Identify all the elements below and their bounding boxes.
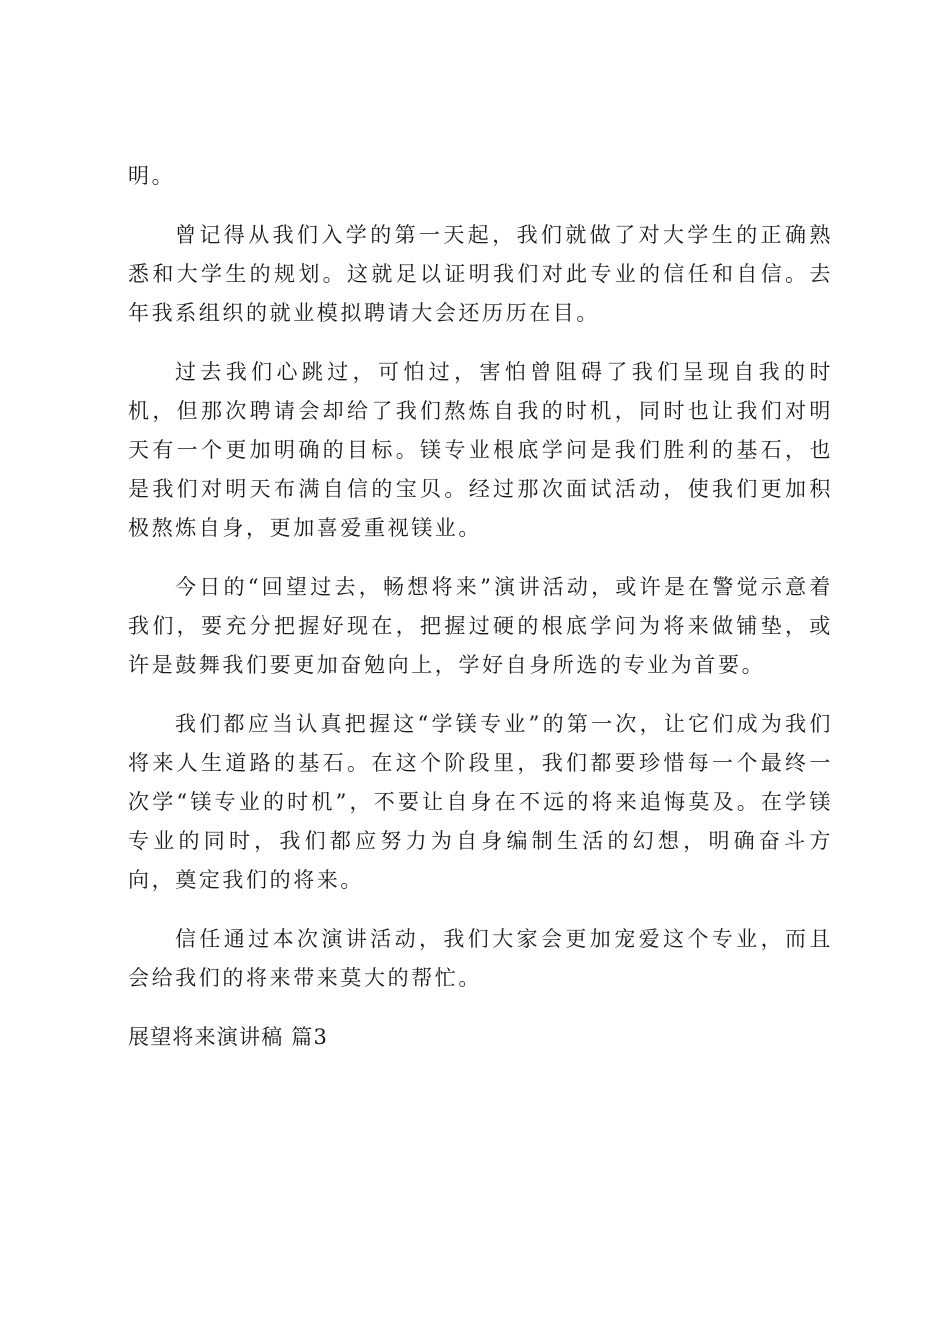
document-body xyxy=(128,157,833,1057)
paragraph-2: 过去我们心跳过，可怕过，害怕曾阻碍了我们呈现自我的时机，但那次聘请会却给了我们熬炼自我的时机，同时也让我们对明天有一个更加明确的目标。镁专业根底学问是我们胜利的基石，也是我们对明天布满自信的宝贝。经过那次面试活动，使我们更加积极熬炼自身，更加喜爱重视镁业。 xyxy=(128,360,833,540)
paragraph-1: 曾记得从我们入学的第一天起，我们就做了对大学生的正确熟悉和大学生的规划。这就足以证明我们对此专业的信任和自信。去年我系组织的就业模拟聘请大会还历历在目。 xyxy=(128,223,833,325)
section-heading: 展望将来演讲稿 篇3 xyxy=(128,1025,329,1049)
paragraph-4: 我们都应当认真把握这“学镁专业”的第一次，让它们成为我们将来人生道路的基石。在这个阶段里，我们都要珍惜每一个最终一次学“镁专业的时机”，不要让自身在不远的将来追悔莫及。在学镁专业的同时，我们都应努力为自身编制生活的幻想，明确奋斗方向，奠定我们的将来。 xyxy=(128,712,833,892)
paragraph-3: 今日的“回望过去，畅想将来”演讲活动，或许是在警觉示意着我们，要充分把握好现在，把握过硬的根底学问为将来做铺垫，或许是鼓舞我们要更加奋勉向上，学好自身所选的专业为首要。 xyxy=(128,575,833,677)
paragraph-continuation: 明。 xyxy=(128,164,176,188)
paragraph-5: 信任通过本次演讲活动，我们大家会更加宠爱这个专业，而且会给我们的将来带来莫大的帮忙。 xyxy=(128,927,833,990)
